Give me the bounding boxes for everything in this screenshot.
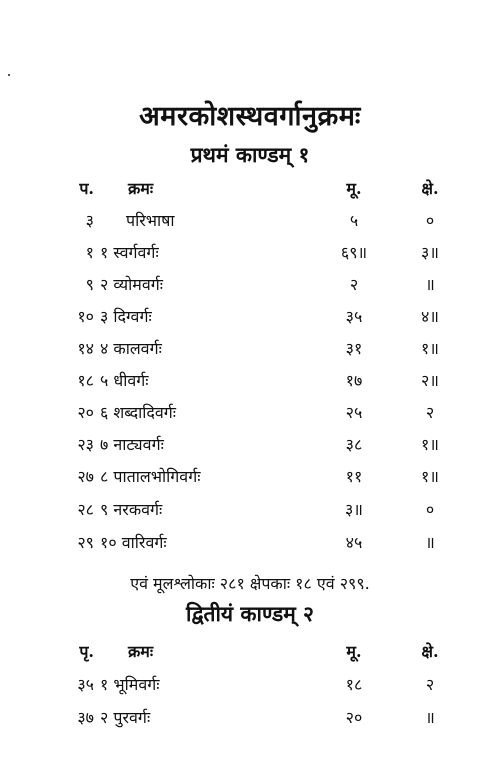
row-mu: २० — [345, 708, 363, 727]
row-name: ४ कालवर्गः — [100, 339, 162, 358]
row-kshe: २ — [425, 675, 435, 694]
row-name: ८ पातालभोगिवर्गः — [100, 467, 201, 486]
col-header-mu: मू. — [346, 642, 362, 661]
row-kshe: १॥ — [421, 339, 439, 358]
col-header-page: पृ. — [79, 642, 94, 661]
row-page: ३ — [85, 211, 94, 230]
row-name: ६ शब्दादिवर्गः — [100, 403, 177, 422]
row-page: २३ — [77, 435, 94, 454]
section-heading-1: प्रथमं काण्डम् १ — [190, 142, 310, 167]
row-kshe: १॥ — [421, 467, 439, 486]
col-header-name: क्रमः — [128, 642, 154, 661]
row-mu: ११ — [345, 467, 363, 486]
row-page: १० — [77, 307, 94, 326]
col-header-page: प. — [79, 179, 94, 198]
section-heading-2: द्वितीयं काण्डम् २ — [186, 601, 314, 626]
row-page: १४ — [77, 339, 94, 358]
row-mu: १७ — [345, 371, 363, 390]
row-page: २८ — [77, 500, 94, 519]
row-kshe: १॥ — [421, 435, 439, 454]
row-name: परिभाषा — [126, 211, 175, 230]
row-name: ३ दिग्वर्गः — [100, 307, 152, 326]
row-name: १ स्वर्गवर्गः — [100, 243, 159, 262]
row-page: २९ — [77, 533, 94, 552]
row-kshe: ॥ — [425, 708, 435, 727]
row-name: २ व्योमवर्गः — [100, 275, 164, 294]
col-header-kshe: क्षे. — [421, 179, 439, 198]
row-mu: २५ — [345, 403, 363, 422]
margin-speck — [8, 74, 10, 76]
col-header-mu: मू. — [346, 179, 362, 198]
row-name: ९ नरकवर्गः — [100, 500, 163, 519]
row-kshe: ४॥ — [421, 307, 439, 326]
row-page: ३७ — [77, 708, 94, 727]
col-header-name: क्रमः — [128, 179, 154, 198]
row-page: ३५ — [77, 675, 94, 694]
row-kshe: २ — [425, 403, 435, 422]
row-mu: ५ — [349, 211, 359, 230]
row-kshe: ॥ — [425, 275, 435, 294]
row-name: ७ नाट्यवर्गः — [100, 435, 164, 454]
row-mu: ३८ — [345, 435, 363, 454]
row-mu: ३५ — [345, 307, 363, 326]
row-name: ५ धीवर्गः — [100, 371, 149, 390]
row-name: १ भूमिवर्गः — [100, 675, 160, 694]
col-header-kshe: क्षे. — [421, 642, 439, 661]
row-name: २ पुरवर्गः — [100, 708, 151, 727]
row-page: २० — [77, 403, 94, 422]
row-mu: ३॥ — [345, 500, 363, 519]
row-page: ९ — [85, 275, 94, 294]
row-mu: ६९॥ — [340, 243, 368, 262]
row-name: १० वारिवर्गः — [100, 533, 167, 552]
row-kshe: ३॥ — [421, 243, 439, 262]
row-mu: १८ — [345, 675, 363, 694]
row-mu: ३१ — [345, 339, 363, 358]
row-kshe: ॥ — [425, 533, 435, 552]
page-title: अमरकोशस्थवर्गानुक्रमः — [139, 101, 361, 132]
row-kshe: ० — [425, 211, 435, 230]
row-kshe: ० — [425, 500, 435, 519]
row-page: १८ — [77, 371, 94, 390]
row-mu: ४५ — [345, 533, 363, 552]
row-page: १ — [85, 243, 94, 262]
row-mu: २ — [349, 275, 359, 294]
row-kshe: २॥ — [421, 371, 439, 390]
section-summary: एवं मूलश्लोकाः २८१ क्षेपकाः १८ एवं २९९. — [130, 574, 370, 593]
row-page: २७ — [77, 467, 94, 486]
